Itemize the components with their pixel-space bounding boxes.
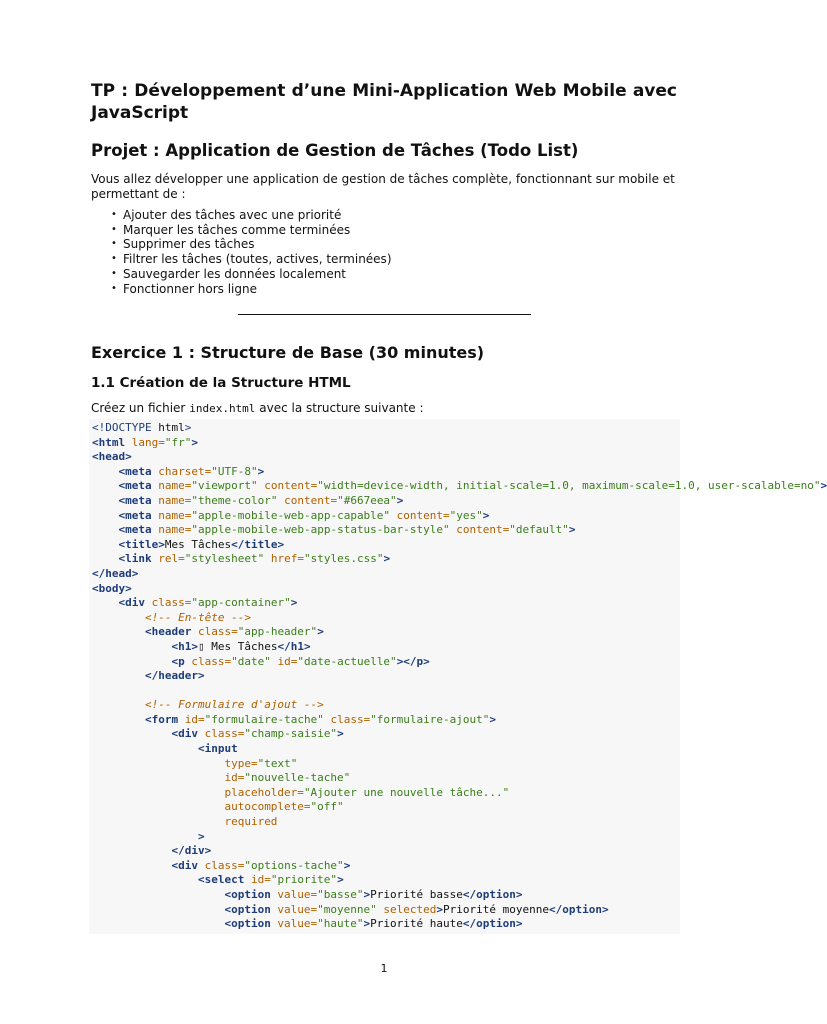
code-line: <div class="app-container"> [118,596,298,610]
create-file-instruction [91,401,424,416]
code-line: <div class="champ-saisie"> [171,727,344,741]
horizontal-divider [238,314,531,315]
code-line: placeholder="Ajouter une nouvelle tâche..." [224,785,510,799]
feature-item: • Ajouter des tâches avec une priorité [111,208,392,223]
code-line: <option value="moyenne" selected>Priorité moyenne</option> [224,902,609,916]
code-line: type="text" [224,756,298,770]
exercise-heading: Exercice 1 : Structure de Base (30 minutes) [91,343,485,362]
feature-item: • Supprimer des tâches [111,237,392,252]
code-line: </div> [171,844,212,858]
code-line: <meta charset="UTF-8"> [118,464,265,478]
feature-item: • Filtrer les tâches (toutes, actives, terminées) [111,252,392,267]
code-block [89,419,827,934]
code-line: <header class="app-header"> [144,625,324,639]
code-line: id="nouvelle-tache" [224,771,351,785]
code-line: <html lang="fr"> [92,435,198,449]
section-heading: 1.1 Création de la Structure HTML [91,375,351,391]
code-line: <!DOCTYPE html> [92,421,192,434]
code-line: <meta name="apple-mobile-web-app-status-bar-style" content="default"> [118,523,576,537]
code-line: <p class="date" id="date-actuelle"></p> [171,654,430,668]
code-line: </header> [144,669,205,683]
code-line: autocomplete="off" [224,800,344,814]
file-name: index.html [189,402,256,415]
project-heading: Projet : Application de Gestion de Tâches (Todo List) [91,141,579,160]
instruction-prefix: Créez un fichier [91,401,186,415]
code-line: </head> [92,566,139,580]
code-line: <link rel="stylesheet" href="styles.css"> [118,552,391,566]
code-line: <body> [92,581,132,595]
code-line: <option value="basse">Priorité basse</option> [224,888,523,901]
intro-paragraph: Vous allez développer une application de gestion de tâches complète, fonctionnant sur mobile et permettant de : [91,172,675,201]
page-number: 1 [380,962,388,975]
feature-item: • Fonctionner hors ligne [111,282,392,297]
code-line: <head> [92,450,132,464]
code-line: <meta name="apple-mobile-web-app-capable" content="yes"> [118,508,490,522]
code-line: <div class="options-tache"> [171,858,351,872]
feature-list [111,208,392,296]
code-line: required [224,815,278,829]
feature-item: • Marquer les tâches comme terminées [111,223,392,238]
feature-item: • Sauvegarder les données localement [111,267,392,282]
code-line: <!-- En-tête --> [144,610,251,624]
code-line: <form id="formulaire-tache" class="formulaire-ajout"> [144,712,497,726]
document-title: TP : Développement d’une Mini-Application Web Mobile avec JavaScript [91,81,677,123]
code-line: <!-- Formulaire d'ajout --> [144,698,324,712]
code-line: <h1>▯ Mes Tâches</h1> [171,639,311,653]
code-line: <meta name="theme-color" content="#667eea"> [118,493,404,507]
code-line: <input [197,742,238,756]
instruction-suffix: avec la structure suivante : [259,401,424,415]
code-listing [89,419,827,932]
code-line: <title>Mes Tâches</title> [118,537,285,551]
code-line: <option value="haute">Priorité haute</option> [224,917,523,931]
code-line: > [197,829,205,843]
code-line: <select id="priorite"> [197,873,344,887]
code-line: <meta name="viewport" content="width=device-width, initial-scale=1.0, maximum-scale=1.0, user-scalable=no"> [118,479,827,493]
